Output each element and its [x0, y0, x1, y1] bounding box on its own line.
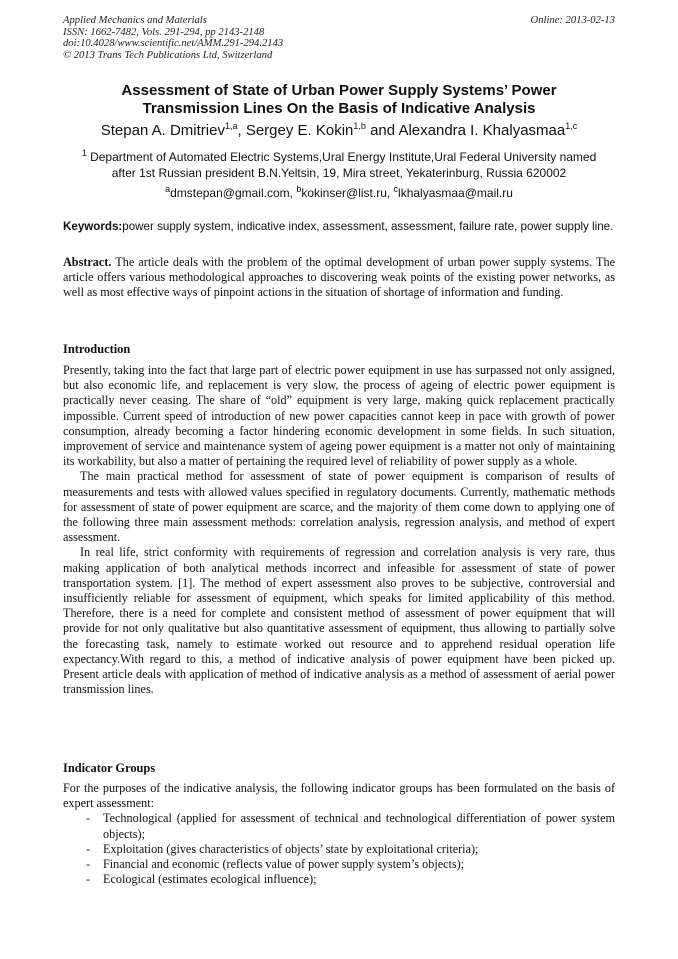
list-item: - Technological (applied for assessment of technical and technological differentiation of power system objects); [86, 811, 615, 841]
email-link[interactable]: kokinser@list.ru, [301, 186, 394, 200]
author-list [40, 121, 638, 141]
indicator-groups-body [63, 781, 615, 887]
abstract [63, 255, 615, 301]
abstract-text: The article deals with the problem of the optimal development of urban power supply systems. The article offers various methodological approaches to discovering weak points of the existing power networks, as well as most effective ways of pinpoint actions in the situation of shortage of information and funding. [63, 255, 615, 300]
copyright-line: © 2013 Trans Tech Publications Ltd, Switzerland [63, 49, 273, 61]
introduction-body [63, 363, 615, 697]
dash-bullet: - [86, 872, 91, 887]
list-item: - Exploitation (gives characteristics of objects’ state by exploitational criteria); [86, 841, 479, 856]
author-name: Alexandra I. Khalyasmaa [398, 122, 566, 139]
indicator-group-list [63, 811, 615, 887]
online-date: Online: 2013-02-13 [530, 15, 615, 26]
dash-bullet: - [86, 857, 91, 872]
doi-line: doi:10.4028/www.scientific.net/AMM.291-294.2143 [63, 38, 284, 50]
journal-header [63, 15, 615, 61]
author-affiliation-mark: 1,b [353, 121, 366, 131]
keywords-text: power supply system, indicative index, assessment, assessment, failure rate, power supply line. [122, 220, 614, 233]
section-heading-introduction: Introduction [63, 342, 131, 356]
paper-title [63, 82, 615, 118]
paragraph: Presently, taking into the fact that large part of electric power equipment in use has surpassed not only assigned, but also economic life, and replacement is very slow, the process of ageing of electric power equipment is practically never ceasing. The share of “old” equipment is very large, making quick replacement practically impossible. Current speed of introduction of new power capacities cannot keep in pace with growth of power consumption, already becoming a factor hindering economic development in some fields. In such situation, improvement of service and maintenance system of ageing power equipment is a matter not only of maintaining its workability, but also a matter of pertaining the required level of reliability of power supply as a whole. [63, 363, 615, 469]
author-affiliation-mark: 1,a [224, 121, 238, 131]
paragraph: In real life, strict conformity with requirements of regression and correlation analysis is very rare, thus making application of both analytical methods incorrect and infeasible for assessment of state of power transportation system. [1]. The method of expert assessment also proves to be subjective, controversial and insufficiently reliable for assessment of equipment, which speaks for limited applicability of this method. Therefore, there is a need for complete and consistent method of assessment of power equipment that will provide for not only qualitative but also quantitative assessment of equipment, thus allowing to partially solve the forecasting task, namely to estimate worked out resource and to apprehend residual operation life expectancy.With regard to this, a method of indicative analysis of power equipment have been picked up. Present article deals with application of method of indicative analysis as a method of assessment of aerial power transmission lines. [63, 545, 615, 697]
journal-name: Applied Mechanics and Materials [63, 15, 207, 26]
paragraph: For the purposes of the indicative analysis, the following indicator groups has been formulated on the basis of expert assessment: [63, 781, 615, 811]
issn-line: ISSN: 1662-7482, Vols. 291-294, pp 2143-2148 [63, 26, 265, 38]
email-link[interactable]: dmstepan@gmail.com, [170, 186, 297, 200]
title-line-2: Transmission Lines On the Basis of Indicative Analysis [142, 100, 536, 117]
section-heading-indicator-groups: Indicator Groups [63, 761, 156, 775]
abstract-label: Abstract. [63, 255, 112, 269]
affiliation-mark: 1 [81, 148, 87, 158]
affiliation [63, 149, 615, 181]
email-mark: b [296, 184, 302, 194]
author-affiliation-mark: 1,c [565, 121, 578, 131]
email-mark: c [393, 184, 399, 194]
title-line-1: Assessment of State of Urban Power Supply Systems’ Power [121, 82, 557, 99]
list-item: - Financial and economic (reflects value of power supply system’s objects); [86, 857, 465, 872]
author-emails [63, 185, 615, 201]
affiliation-line-1: Department of Automated Electric Systems,Ural Energy Institute,Ural Federal University named [86, 150, 597, 164]
author-name: Sergey E. Kokin [245, 122, 354, 139]
email-link[interactable]: lkhalyasmaa@mail.ru [398, 186, 513, 200]
email-mark: a [165, 184, 171, 194]
author-separator: and [365, 122, 399, 139]
author-name: Stepan A. Dmitriev [100, 122, 225, 139]
author-separator: , [237, 122, 246, 139]
dash-bullet: - [86, 811, 91, 826]
paragraph: The main practical method for assessment of state of power equipment is comparison of results of measurements and tests with allowed values specified in regulatory documents. Currently, mathematic methods for assessment of state of power equipment are scarce, and the majority of them come down to applying one of the following three main assessment methods: correlation analysis, regression analysis, and method of expert assessment. [63, 469, 615, 545]
dash-bullet: - [86, 841, 91, 856]
list-item: - Ecological (estimates ecological influence); [86, 872, 317, 887]
keywords [63, 220, 615, 234]
keywords-label: Keywords: [63, 220, 123, 233]
affiliation-line-2: after 1st Russian president B.N.Yeltsin, 19, Mira street, Yekaterinburg, Russia 620002 [111, 166, 567, 180]
